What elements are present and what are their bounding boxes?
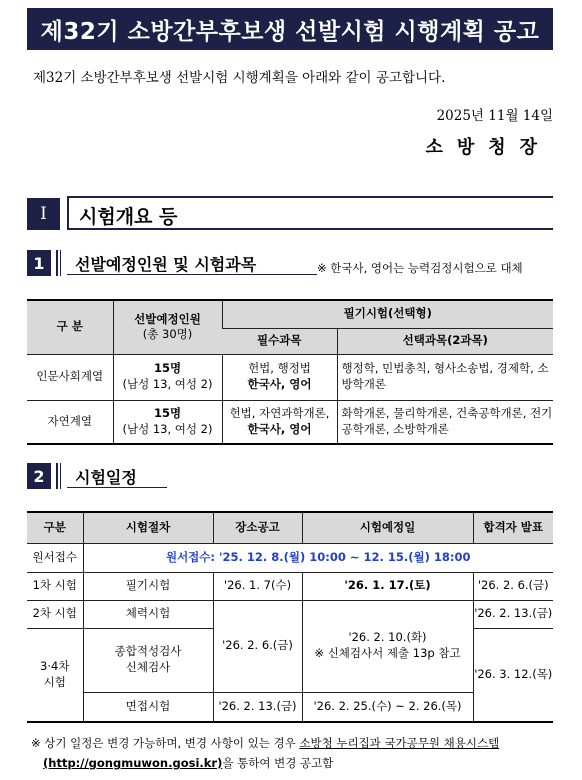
- row-quota: [113, 400, 222, 444]
- row-required: [222, 400, 337, 444]
- header-division: 구 분: [27, 300, 113, 354]
- subsection-note: ※ 한국사, 영어는 능력검정시험으로 대체: [317, 261, 523, 275]
- stage23-date-note: ※ 신체검사서 제출 13p 참고: [314, 646, 461, 660]
- stage4-procedure: 면접시험: [83, 692, 213, 722]
- subsection-underline: [67, 274, 317, 275]
- stage2-result: '26. 2. 13.(금): [473, 600, 553, 628]
- header-exam-date: 시험예정일: [302, 512, 473, 543]
- subsection-underline: [67, 487, 167, 488]
- subsection-number: 1: [27, 250, 51, 276]
- row-division: 인문사회계열: [27, 354, 113, 400]
- row-required-1: 헌법, 자연과학개론,: [229, 406, 330, 421]
- stage34-label-text: 3·4차 시험: [40, 659, 70, 689]
- row-required: [222, 354, 337, 400]
- subsection-title: 시험일정: [75, 468, 137, 487]
- row-quota-detail: (남성 13, 여성 2): [122, 377, 213, 391]
- stage3-procedure: [83, 628, 213, 692]
- application-period: 원서접수: '25. 12. 8.(월) 10:00 ~ 12. 15.(월) 18:00: [83, 543, 553, 572]
- notice-date: 2025년 11월 14일: [436, 108, 553, 124]
- footnote-link-url[interactable]: (http://gongmuwon.gosi.kr): [43, 756, 223, 770]
- table-row: [27, 572, 553, 600]
- header-procedure: 시험절차: [83, 512, 213, 543]
- subsection-title: 선발예정인원 및 시험과목: [75, 255, 257, 274]
- intro-text: 제32기 소방간부후보생 선발시험 시행계획을 아래와 같이 공고합니다.: [33, 70, 446, 86]
- subsection-bar-thin: [60, 250, 61, 276]
- stage1-procedure: 필기시험: [83, 572, 213, 600]
- header-elective: 선택과목(2과목): [337, 328, 553, 354]
- subsection-heading-schedule: [27, 463, 553, 491]
- footnote-link-portal[interactable]: 소방청 누리집과 국가공무원 채용시스템: [299, 736, 500, 750]
- application-label: 원서접수: [27, 543, 83, 572]
- row-division: 자연계열: [27, 400, 113, 444]
- row-quota-count: 15명: [153, 361, 182, 376]
- stage1-venue: '26. 1. 7(수): [213, 572, 302, 600]
- row-quota-detail: (남성 13, 여성 2): [122, 421, 213, 436]
- stage1-label: 1차 시험: [27, 572, 83, 600]
- stage1-date: '26. 1. 17.(토): [302, 572, 473, 600]
- quota-table: [27, 299, 553, 445]
- issuer-name: 소방청장: [425, 137, 551, 158]
- subsection-bar: [56, 250, 58, 276]
- table-row: [27, 354, 553, 400]
- stage2-label: 2차 시험: [27, 600, 83, 628]
- stage23-date-value: '26. 2. 10.(화): [348, 630, 427, 645]
- row-quota: [113, 354, 222, 400]
- footnote-prefix: ※ 상기 일정은 변경 가능하며, 변경 사항이 있는 경우: [31, 736, 300, 750]
- section-heading-overview: [27, 196, 553, 232]
- section-number: Ⅰ: [27, 198, 60, 230]
- header-venue-notice: 장소공고: [213, 512, 302, 543]
- header-required: 필수과목: [222, 328, 337, 354]
- header-quota-total: (총 30명): [142, 327, 193, 342]
- row-quota-count: 15명: [153, 406, 182, 421]
- header-quota-label: 선발예정인원: [134, 311, 201, 326]
- section-title: 시험개요 등: [79, 206, 178, 228]
- row-elective: 행정학, 민법총칙, 형사소송법, 경제학, 소방학개론: [337, 354, 553, 400]
- header-written-exam: 필기시험(선택형): [222, 300, 553, 328]
- header-result: 합격자 발표: [473, 512, 553, 543]
- stage34-label: [27, 628, 83, 722]
- stage4-venue: '26. 2. 13.(금): [213, 692, 302, 722]
- stage1-result: '26. 2. 6.(금): [473, 572, 553, 600]
- section-rule-left: [67, 196, 69, 230]
- stage23-date: [302, 600, 473, 692]
- notice-title: 제32기 소방간부후보생 선발시험 시행계획 공고: [27, 8, 553, 50]
- row-required-1: 헌법, 행정법: [248, 361, 311, 376]
- row-elective: 화학개론, 물리학개론, 건축공학개론, 전기공학개론, 소방학개론: [337, 400, 553, 444]
- stage4-date: '26. 2. 25.(수) ~ 2. 26.(목): [302, 692, 473, 722]
- stage23-venue: '26. 2. 6.(금): [213, 600, 302, 692]
- stage2-procedure: 체력시험: [83, 600, 213, 628]
- header-category: 구분: [27, 512, 83, 543]
- subsection-bar-thin: [60, 463, 61, 489]
- table-row: [27, 400, 553, 444]
- table-row: [27, 600, 553, 628]
- subsection-bar: [56, 463, 58, 489]
- subsection-heading-quota: [27, 250, 553, 278]
- stage3-procedure-text: 종합적성검사 신체검사: [114, 644, 182, 674]
- header-quota: [113, 300, 222, 354]
- footnote: [31, 733, 561, 773]
- row-required-2: 한국사, 영어: [247, 377, 312, 391]
- stage34-result: '26. 3. 12.(목): [473, 628, 553, 722]
- section-rule-top: [67, 196, 553, 198]
- footnote-suffix: 을 통하여 변경 공고함: [222, 756, 334, 770]
- schedule-table: [27, 511, 553, 723]
- table-row: [27, 543, 553, 572]
- row-required-2: 한국사, 영어: [247, 421, 312, 436]
- subsection-number: 2: [27, 463, 51, 489]
